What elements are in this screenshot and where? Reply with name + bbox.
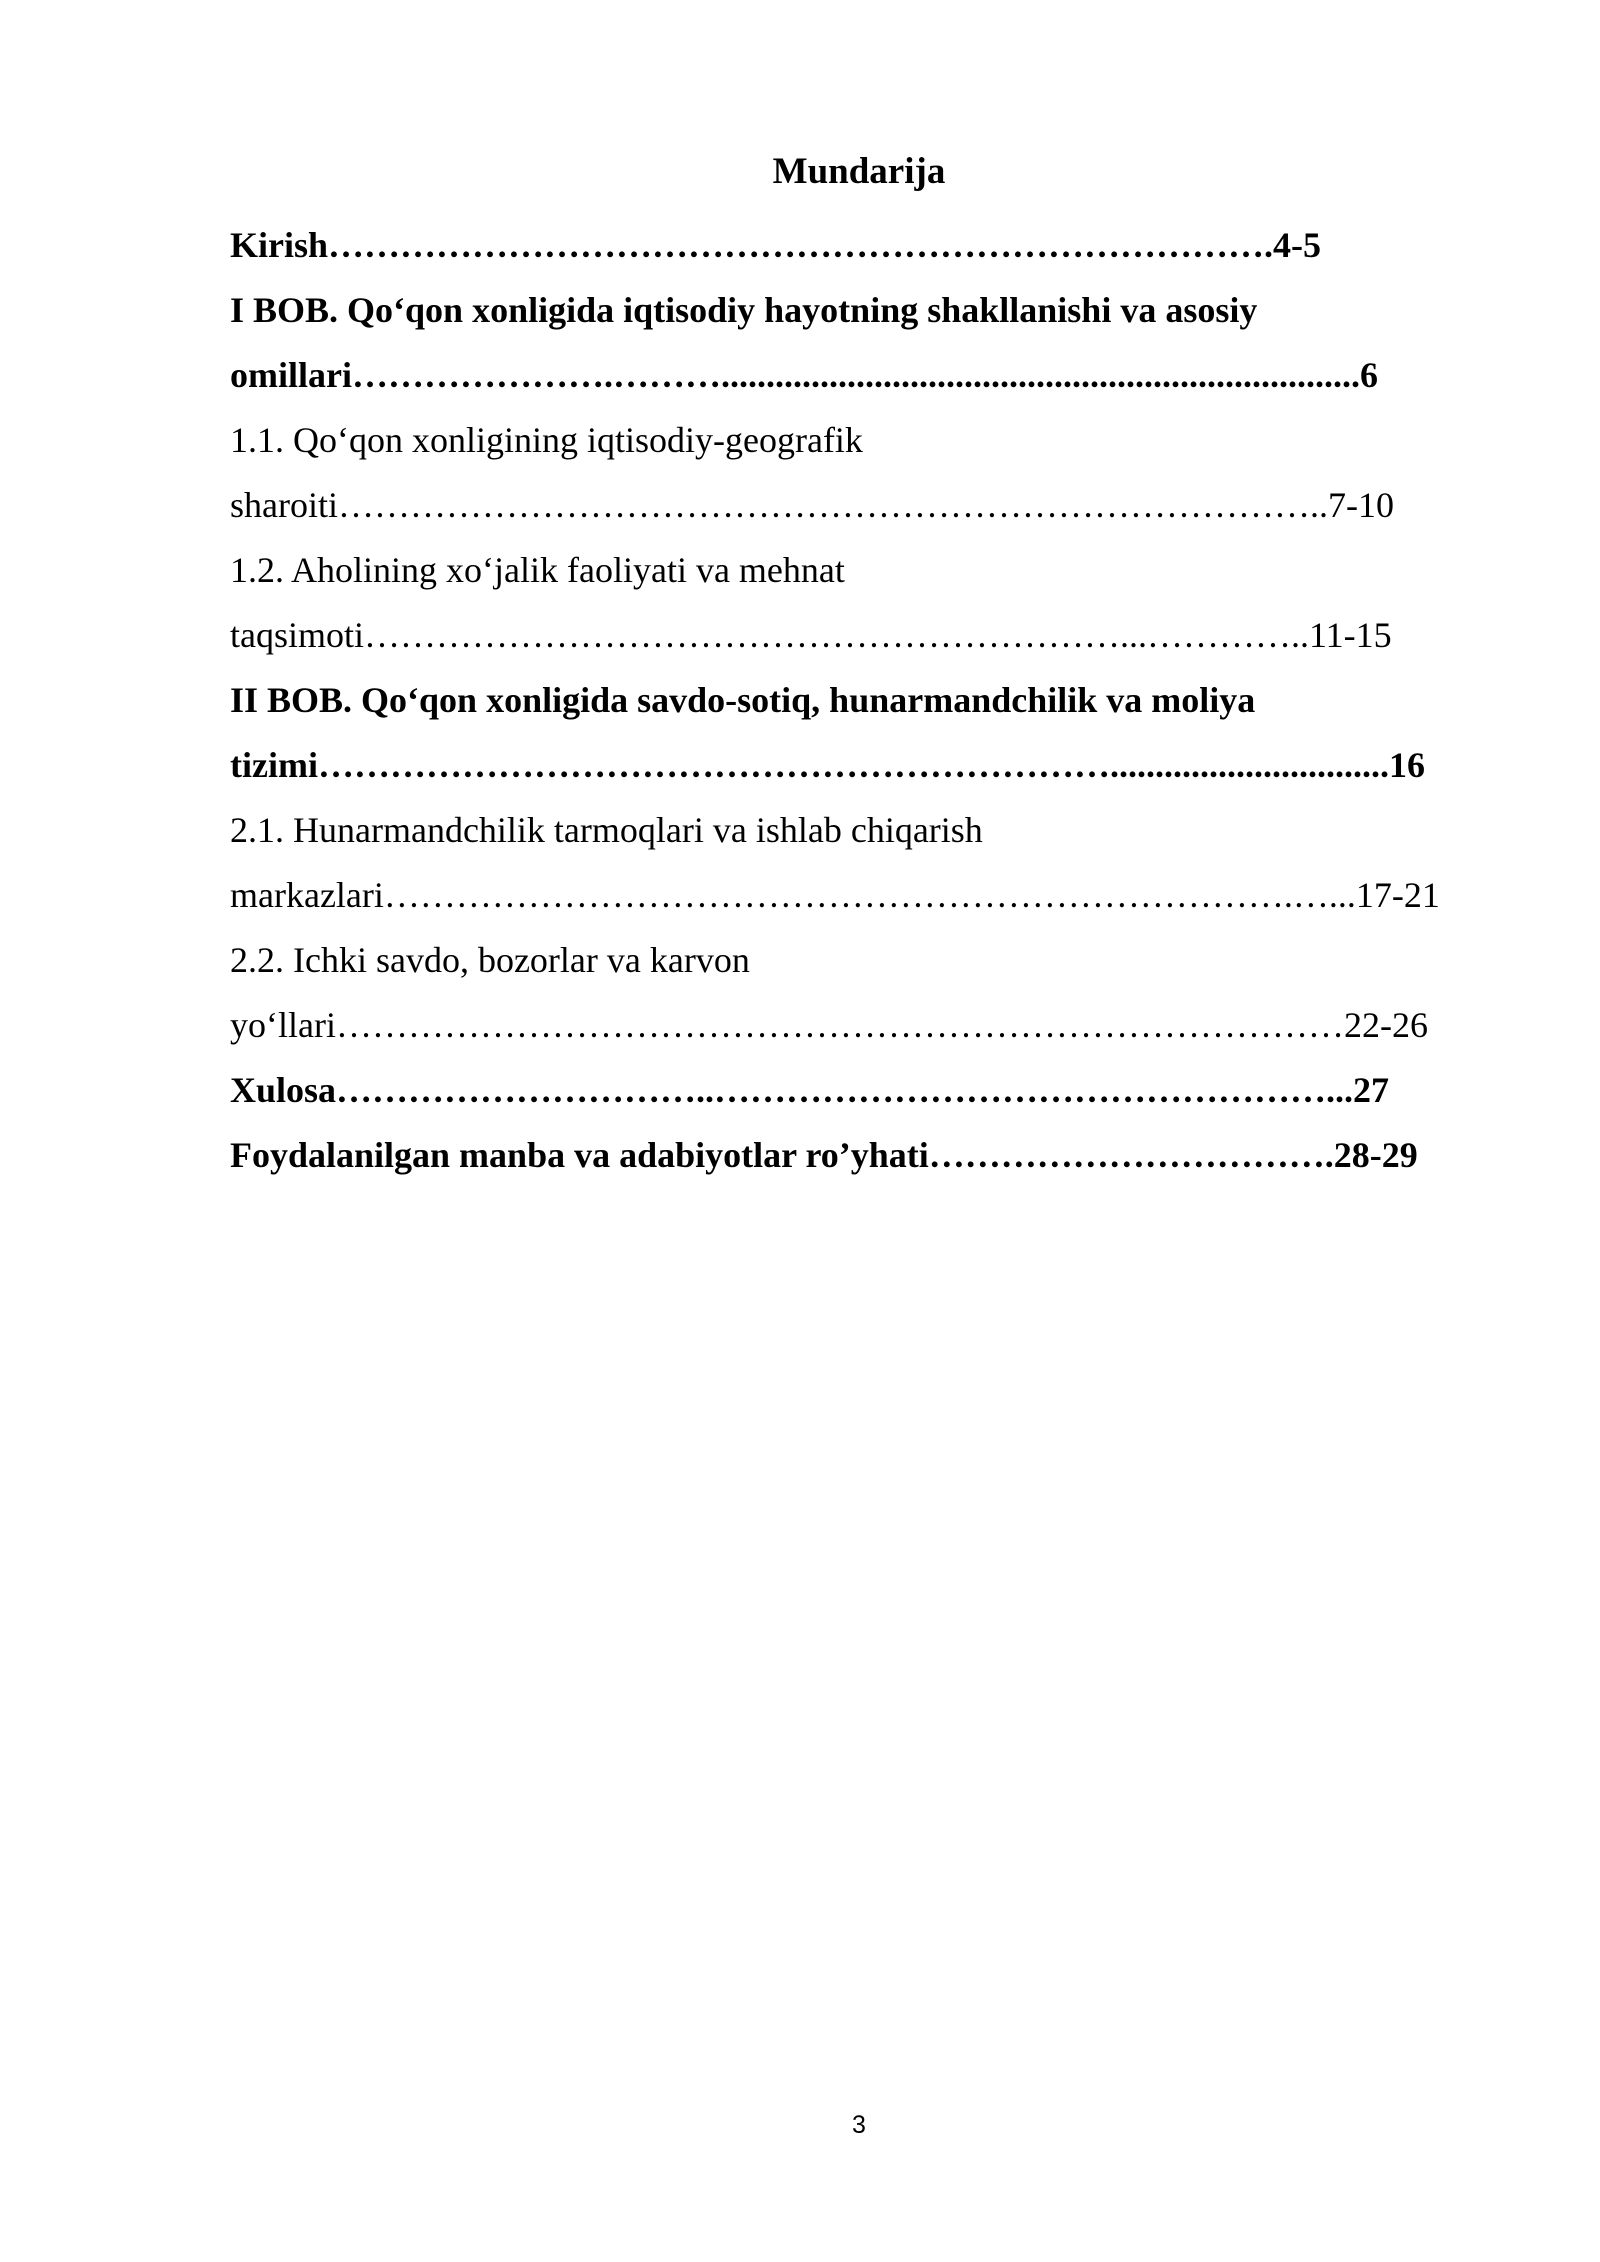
page-number: 3	[852, 2111, 866, 2139]
toc-line-section-2-2-cont: yo‘llari…………………………………………………………………………22-26	[230, 1005, 1428, 1045]
toc-line-section-2-2: 2.2. Ichki savdo, bozorlar va karvon	[230, 940, 750, 980]
toc-line-chapter-1-title: I BOB. Qo‘qon xonligida iqtisodiy hayotning shakllanishi va asosiy	[230, 290, 1258, 330]
toc-line-section-1-2-cont: taqsimoti………………………………………………………...…………..11-15	[230, 615, 1392, 655]
toc-line-section-2-1: 2.1. Hunarmandchilik tarmoqlari va ishlab chiqarish	[230, 810, 983, 850]
toc-line-chapter-1-title-cont: omillari………………….……….......................................................................6	[230, 355, 1378, 395]
toc-line-section-1-1: 1.1. Qo‘qon xonligining iqtisodiy-geografik	[230, 420, 863, 460]
toc-line-chapter-2-title: II BOB. Qo‘qon xonligida savdo-sotiq, hunarmandchilik va moliya	[230, 680, 1256, 720]
toc-line-section-2-1-cont: markazlari………………………………………………………………….…...17-21	[230, 875, 1440, 915]
toc-line-xulosa: Xulosa…………………………..……………………………………………...27	[230, 1070, 1390, 1110]
toc-line-kirish: Kirish…………………………………………………………………….4-5	[230, 225, 1322, 265]
table-of-contents	[230, 213, 1492, 1188]
toc-line-section-1-1-cont: sharoiti………………………………………………………………………..7-10	[230, 485, 1394, 525]
toc-title: Mundarija	[772, 151, 946, 192]
toc-line-section-1-2: 1.2. Aholining xo‘jalik faoliyati va mehnat	[230, 550, 845, 590]
toc-line-chapter-2-title-cont: tizimi…………………………………………………………...............................16	[230, 745, 1425, 785]
toc-line-references: Foydalanilgan manba va adabiyotlar ro’yhati…………………………….28-29	[230, 1135, 1418, 1175]
